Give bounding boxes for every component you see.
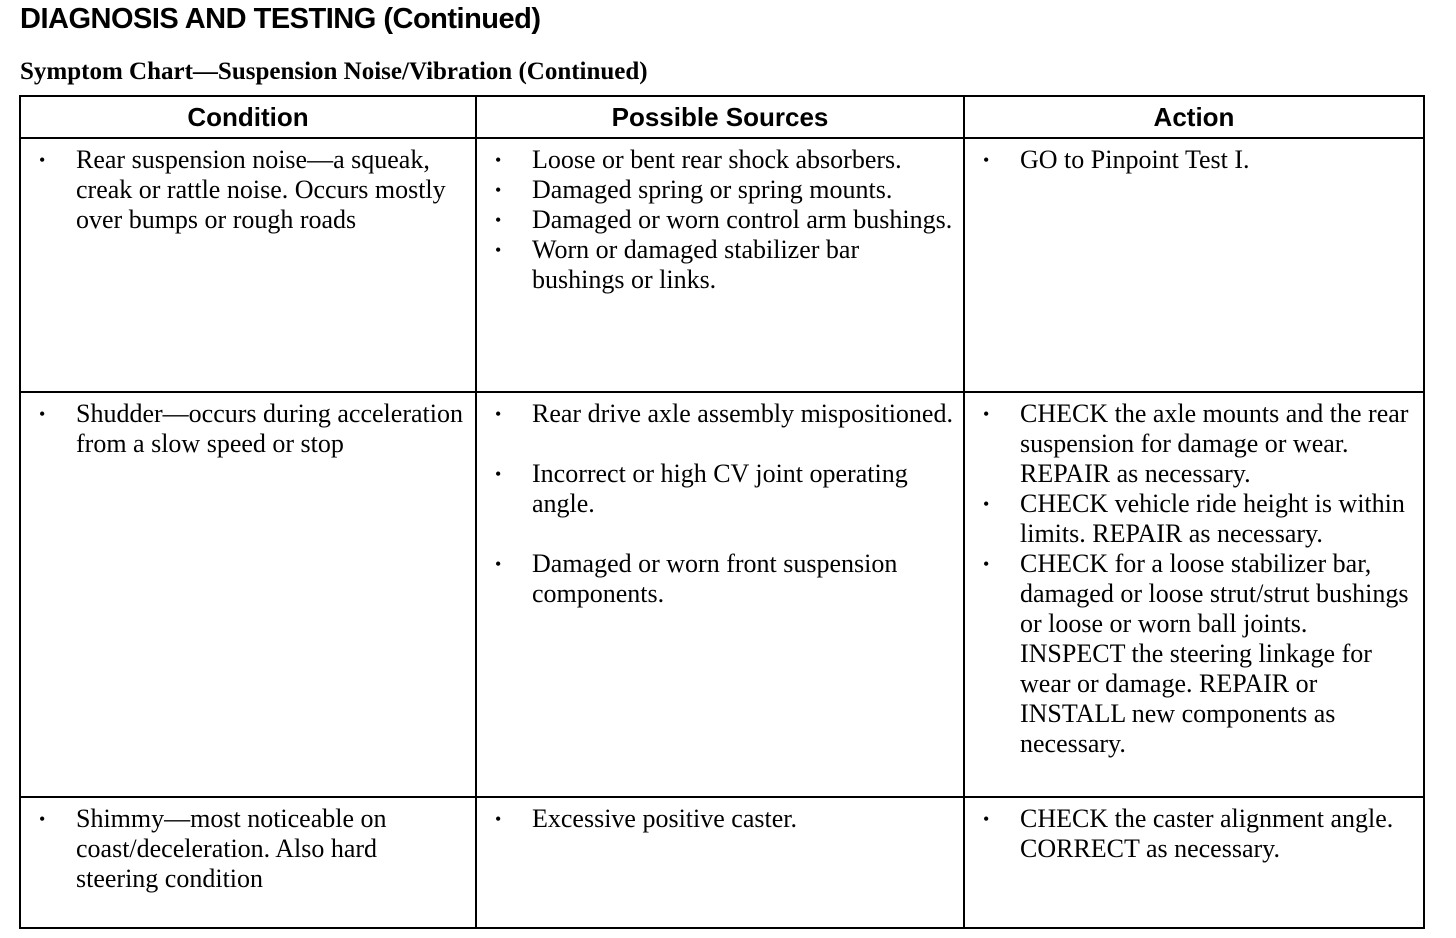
source-item xyxy=(487,175,953,205)
source-text: Incorrect or high CV joint operating angle. xyxy=(532,459,908,518)
symptom-table xyxy=(19,95,1425,929)
condition-text: Rear suspension noise—a squeak, creak or rattle noise. Occurs mostly over bumps or rough roads xyxy=(76,145,446,234)
bullet-icon: • xyxy=(983,404,990,424)
source-text: Damaged spring or spring mounts. xyxy=(532,175,893,204)
source-text: Rear drive axle assembly mispositioned. xyxy=(532,399,953,428)
page-title: DIAGNOSIS AND TESTING (Continued) xyxy=(20,3,541,35)
bullet-icon: • xyxy=(983,494,990,514)
bullet-icon: • xyxy=(495,404,502,424)
column-header-action: Action xyxy=(964,96,1424,138)
possible-sources-cell xyxy=(476,392,964,797)
action-text: CHECK for a loose stabilizer bar, damaged or loose strut/strut bushings or loose or worn ball joints. INSPECT the steering linkage for wear or damage. REPAIR or INSTALL new components as necessary. xyxy=(1020,549,1409,758)
action-item xyxy=(975,804,1413,864)
table-row xyxy=(20,392,1424,797)
bullet-icon: • xyxy=(495,809,502,829)
action-cell xyxy=(964,392,1424,797)
action-item xyxy=(975,549,1413,759)
bullet-icon: • xyxy=(39,404,46,424)
condition-item xyxy=(31,399,465,459)
chart-title: Symptom Chart—Suspension Noise/Vibration (Continued) xyxy=(20,58,648,85)
condition-cell xyxy=(20,138,476,392)
source-text: Loose or bent rear shock absorbers. xyxy=(532,145,902,174)
source-item xyxy=(487,235,953,295)
source-item xyxy=(487,205,953,235)
table-row xyxy=(20,797,1424,928)
source-item xyxy=(487,459,953,519)
bullet-icon: • xyxy=(983,554,990,574)
action-item xyxy=(975,145,1413,175)
bullet-icon: • xyxy=(39,809,46,829)
source-item xyxy=(487,145,953,175)
column-header-condition: Condition xyxy=(20,96,476,138)
table-row xyxy=(20,138,1424,392)
source-text: Damaged or worn front suspension components. xyxy=(532,549,898,608)
condition-item xyxy=(31,145,465,235)
action-text: CHECK vehicle ride height is within limits. REPAIR as necessary. xyxy=(1020,489,1405,548)
source-text: Damaged or worn control arm bushings. xyxy=(532,205,953,234)
bullet-icon: • xyxy=(495,180,502,200)
condition-text: Shudder—occurs during acceleration from a slow speed or stop xyxy=(76,399,463,458)
bullet-icon: • xyxy=(495,240,502,260)
source-item xyxy=(487,804,953,834)
bullet-icon: • xyxy=(495,464,502,484)
table-header-row xyxy=(20,96,1424,138)
bullet-icon: • xyxy=(39,150,46,170)
condition-item xyxy=(31,804,465,894)
action-item xyxy=(975,399,1413,489)
column-header-possible-sources: Possible Sources xyxy=(476,96,964,138)
source-item xyxy=(487,549,953,609)
bullet-icon: • xyxy=(983,150,990,170)
bullet-icon: • xyxy=(983,809,990,829)
bullet-icon: • xyxy=(495,150,502,170)
possible-sources-cell xyxy=(476,797,964,928)
condition-cell xyxy=(20,392,476,797)
action-item xyxy=(975,489,1413,549)
action-cell xyxy=(964,138,1424,392)
possible-sources-cell xyxy=(476,138,964,392)
condition-cell xyxy=(20,797,476,928)
source-text: Excessive positive caster. xyxy=(532,804,797,833)
condition-text: Shimmy—most noticeable on coast/deceleration. Also hard steering condition xyxy=(76,804,387,893)
source-text: Worn or damaged stabilizer bar bushings or links. xyxy=(532,235,860,294)
source-item xyxy=(487,399,953,429)
action-text: GO to Pinpoint Test I. xyxy=(1020,145,1250,174)
action-text: CHECK the axle mounts and the rear suspension for damage or wear. REPAIR as necessary. xyxy=(1020,399,1409,488)
bullet-icon: • xyxy=(495,210,502,230)
action-cell xyxy=(964,797,1424,928)
bullet-icon: • xyxy=(495,554,502,574)
action-text: CHECK the caster alignment angle. CORRECT as necessary. xyxy=(1020,804,1394,863)
